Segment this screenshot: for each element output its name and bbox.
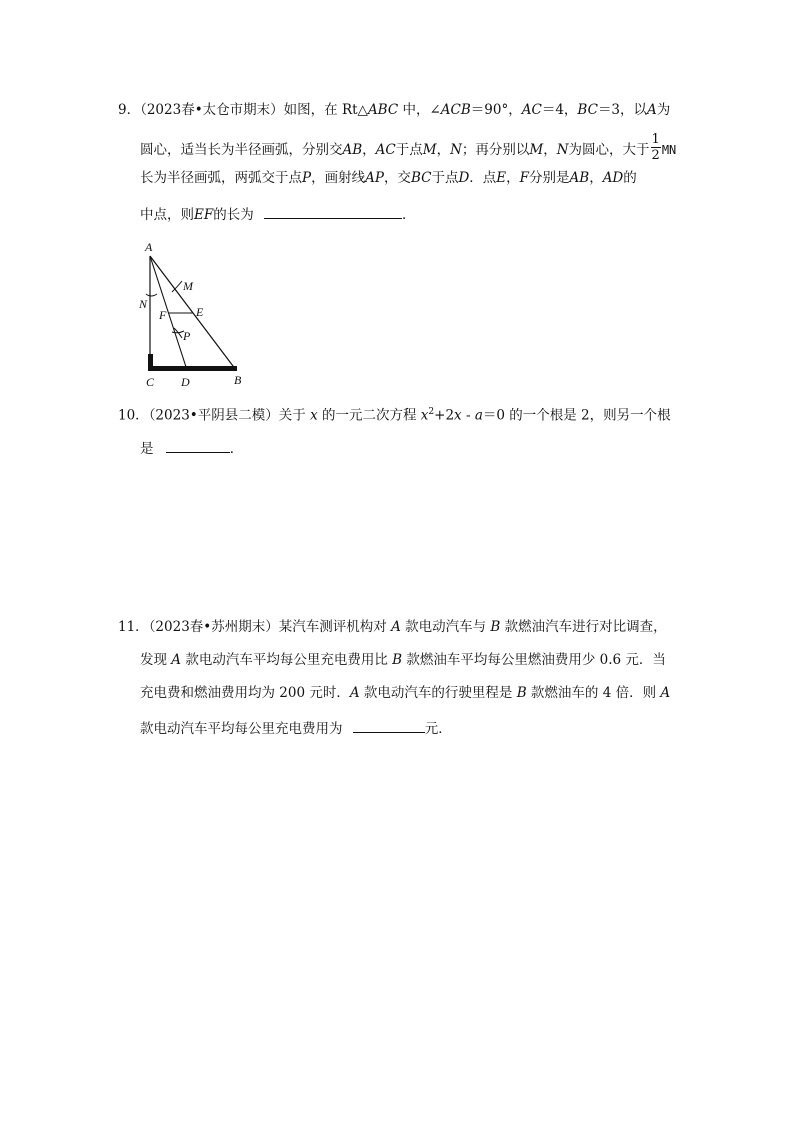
q9-line-3: 长为半径画弧，两弧交于点P，画射线AP，交BC于点D．点E，F分别是AB，AD的 [140, 170, 637, 186]
q10-line-1: 10．（2023•平阴县二模）关于 x 的一元二次方程 $x^2+2x - a=0$ 的一个根是 2，则另一个根 [118, 407, 671, 424]
q11-line-4: 款电动汽车平均每公里充电费用为 元． [140, 721, 452, 737]
question-10 [118, 408, 678, 458]
q10-answer-blank[interactable] [166, 440, 230, 453]
label-b: B [234, 373, 242, 387]
side-cb [150, 366, 237, 371]
label-n: N [139, 297, 148, 311]
label-a: A [145, 240, 153, 254]
q10-source: （2023•平阴县二模） [148, 407, 279, 424]
q11-line-1: 11．（2023春•苏州期末）某汽车测评机构对 A 款电动汽车与 B 款燃油汽车进行对比调查， [118, 619, 667, 635]
question-9 [118, 104, 678, 224]
question-11 [118, 619, 678, 737]
q9-answer-blank[interactable] [264, 206, 402, 219]
q11-source: （2023春•苏州期末） [148, 619, 279, 635]
q11-line-3: 充电费和燃油费用均为 200 元时．A 款电动汽车的行驶里程是 B 款燃油车的 4 倍．则 A [140, 685, 671, 701]
q9-line-4: 中点，则EF的长为 ． [140, 207, 416, 223]
q9-number: 9． [118, 102, 141, 118]
label-m: M [183, 279, 193, 293]
q9-source: （2023春•太仓市期末） [140, 102, 284, 118]
label-d: D [181, 375, 190, 389]
q9-line-2: 圆心，适当长为半径画弧，分别交AB，AC于点M，N；再分别以M，N为圆心，大于 $\frac{1}{2}$ MN [140, 132, 677, 163]
q10-number: 10． [118, 407, 149, 424]
q9-line-1: 9．（2023春•太仓市期末）如图，在 Rt△ABC 中，∠ACB＝90°，AC＝4，BC＝3，以A为 [118, 102, 671, 118]
q11-number: 11． [118, 619, 149, 635]
q9-fraction: $\frac{1}{2}$ [651, 132, 660, 163]
label-f: F [159, 308, 167, 322]
q10-line-2: 是 ． [140, 441, 244, 457]
q9-geometry-figure [134, 236, 254, 392]
q11-answer-blank[interactable] [353, 720, 425, 733]
arc-n [146, 294, 157, 296]
label-c: C [146, 375, 155, 389]
q11-line-2: 发现 A 款电动汽车平均每公里充电费用比 B 款燃油车平均每公里燃油费用少 0.6 元．当 [140, 652, 666, 668]
label-p: P [183, 329, 191, 343]
label-e: E [196, 305, 204, 319]
right-angle-mark [148, 354, 153, 371]
